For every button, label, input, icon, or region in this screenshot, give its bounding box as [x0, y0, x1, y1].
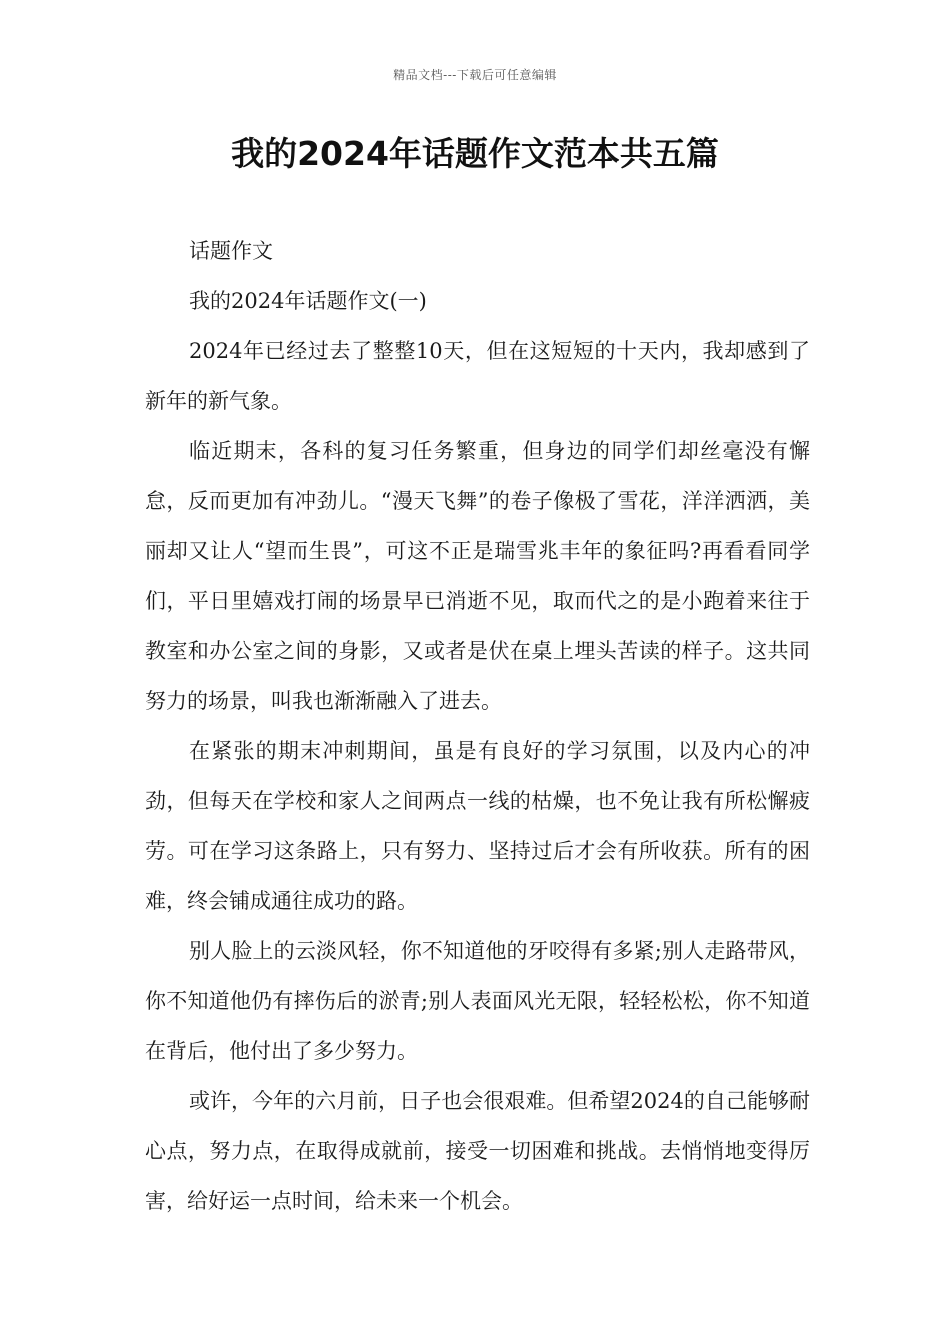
paragraph: 或许，今年的六月前，日子也会很艰难。但希望2024的自己能够耐心点，努力点，在取得成就前，接受一切困难和挑战。去悄悄地变得厉害，给好运一点时间，给未来一个机会。 [145, 1089, 810, 1213]
paragraph: 别人脸上的云淡风轻，你不知道他的牙咬得有多紧;别人走路带风，你不知道他仍有摔伤后的淤青;别人表面风光无限，轻轻松松，你不知道在背后，他付出了多少努力。 [145, 939, 810, 1063]
document-title: 我的2024年话题作文范本共五篇 [231, 134, 719, 173]
page-header-watermark: 精品文档---下载后可任意编辑 [393, 68, 557, 82]
paragraph-section-heading: 我的2024年话题作文(一) [189, 289, 427, 313]
paragraph: 2024年已经过去了整整10天，但在这短短的十天内，我却感到了新年的新气象。 [145, 339, 810, 413]
document-body [145, 226, 810, 1226]
paragraph-topic-label: 话题作文 [189, 239, 273, 263]
paragraph: 在紧张的期末冲刺期间，虽是有良好的学习氛围，以及内心的冲劲，但每天在学校和家人之间两点一线的枯燥，也不免让我有所松懈疲劳。可在学习这条路上，只有努力、坚持过后才会有所收获。所有的困难，终会铺成通往成功的路。 [145, 739, 810, 913]
paragraph: 临近期末，各科的复习任务繁重，但身边的同学们却丝毫没有懈怠，反而更加有冲劲儿。“漫天飞舞”的卷子像极了雪花，洋洋洒洒，美丽却又让人“望而生畏”，可这不正是瑞雪兆丰年的象征吗?再看看同学们，平日里嬉戏打闹的场景早已消逝不见，取而代之的是小跑着来往于教室和办公室之间的身影，又或者是伏在桌上埋头苦读的样子。这共同努力的场景，叫我也渐渐融入了进去。 [145, 439, 810, 713]
